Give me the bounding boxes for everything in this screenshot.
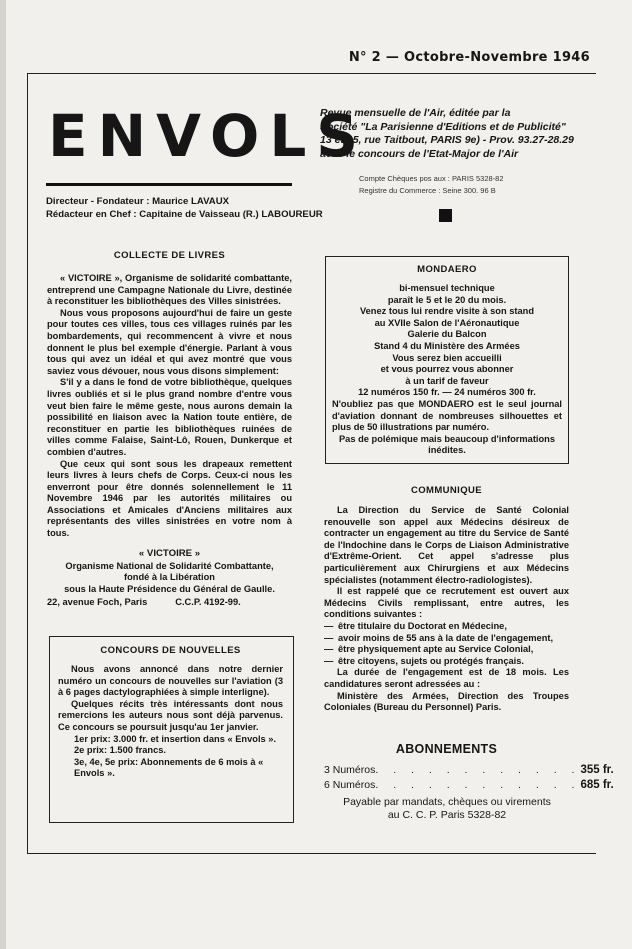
mondaero-line: à un tarif de faveur xyxy=(405,375,489,386)
communique-article xyxy=(324,485,569,714)
mondaero-line: Vous serez bien accueilli xyxy=(392,352,502,363)
envols-logo: ENVOLS xyxy=(48,102,369,170)
condition-text: être citoyens, sujets ou protégés français. xyxy=(338,655,525,666)
collecte-body xyxy=(47,273,292,540)
mondaero-line: Stand 4 du Ministère des Armées xyxy=(374,340,520,351)
abonnement-price: 355 fr. xyxy=(580,764,614,776)
mondaero-line: et vous pourrez vous abonner xyxy=(380,364,514,375)
revue-line: Société "La Parisienne d'Editions et de Publicité" xyxy=(320,120,566,133)
abonnements-title: ABONNEMENTS xyxy=(395,742,498,756)
victoire-line: sous la Haute Présidence du Général de Gaulle. xyxy=(64,583,275,594)
mondaero-line: bi-mensuel technique xyxy=(399,283,495,293)
victoire-title: « VICTOIRE » xyxy=(138,547,201,559)
editor-line: Rédacteur en Chef : Capitaine de Vaisseau (R.) LABOUREUR xyxy=(46,209,323,220)
abonnement-row xyxy=(324,764,614,776)
registre-commerce: Registre du Commerce : Seine 300. 96 B xyxy=(359,186,496,195)
revue-line: 13 et 15, rue Taitbout, PARIS 9e) - Prov. 93.27-28.29 xyxy=(320,134,574,147)
paragraph: S'il y a dans le fond de votre bibliothèque, quelques livres oubliés et si le plus grand nombre d'entre vous veut bien faire le même geste, nous aurons demain la possibilité en liaison avec la Nation toute entière, de reconstituer en partie les bibliothèques ruinées de villes comme Falaise, Saint-Lô, Rouen, Dunkerque et combien d'autres. xyxy=(47,377,292,457)
logo-rule xyxy=(46,183,292,186)
condition-text: être titulaire du Doctorat en Médecine, xyxy=(338,620,507,631)
revue-info xyxy=(320,107,574,161)
mondaero-line: au XVIIe Salon de l'Aéronautique xyxy=(374,317,520,328)
mondaero-last: Pas de polémique mais beaucoup d'informations inédites. xyxy=(338,433,556,456)
condition-item: — être titulaire du Doctorat en Médecine, xyxy=(324,620,507,631)
leader-dots: . . . . . . . . . . . . xyxy=(375,764,581,776)
abonnement-label: 6 Numéros xyxy=(324,779,376,791)
abonnement-price: 685 fr. xyxy=(580,779,614,791)
abonnement-row xyxy=(324,779,614,791)
staff-credits xyxy=(46,195,323,221)
paragraph: La Direction du Service de Santé Colonial renouvelle son appel aux Médecins désireux de contracter un engagement au titre du Service de Santé de l'Indochine dans le Corps de Liaison Administrative d'Extrême-Orient. Cet appel s'adresse plus particulièrement aux Chirurgiens et aux Médecins spécialistes (notamment électro-radiologistes). xyxy=(324,505,569,585)
payable-line: Payable par mandats, chèques ou virements xyxy=(343,796,551,808)
paragraph: « VICTOIRE », Organisme de solidarité combattante, entreprend une Campagne Nationale du Livre, destinée à reconstituer les bibliothèques des Villes sinistrées. xyxy=(47,273,292,307)
leader-dots: . . . . . . . . . . . . xyxy=(375,779,581,791)
prize-item: 2e prix: 1.500 francs. xyxy=(74,745,166,756)
account-info xyxy=(359,173,569,197)
communique-tail xyxy=(324,667,569,713)
abonnement-label: 3 Numéros xyxy=(324,764,376,776)
mondaero-box xyxy=(325,256,569,464)
mondaero-para: N'oubliez pas que MONDAERO est le seul journal d'aviation donnant de nombreuses silhouettes et plus de 50 illustrations par numéro. xyxy=(332,398,562,433)
payable-note xyxy=(322,796,572,822)
communique-title: COMMUNIQUE xyxy=(410,485,483,496)
paragraph: Il est rappelé que ce recrutement est ouvert aux Médecins Civils remplissant, entre autres, les conditions suivantes : xyxy=(324,586,569,620)
concours-body xyxy=(58,664,283,734)
address: 22, avenue Foch, Paris xyxy=(47,597,148,608)
black-square-ornament xyxy=(439,209,452,222)
paragraph: La durée de l'engagement est de 18 mois. Les candidatures seront adressées au : xyxy=(324,667,569,689)
revue-line: Revue mensuelle de l'Air, éditée par la xyxy=(320,107,511,119)
paragraph: Nous avons annoncé dans notre dernier numéro un concours de nouvelles sur l'aviation (3 à 6 pages dactylographiées à simple interligne). xyxy=(58,664,283,698)
mondaero-line: 12 numéros 150 fr. — 24 numéros 300 fr. xyxy=(358,387,536,398)
victoire-line: Organisme National de Solidarité Combattante, xyxy=(65,560,274,571)
mondaero-line: Venez tous lui rendre visite à son stand xyxy=(359,306,535,317)
paragraph: Que ceux qui sont sous les drapeaux remettent leurs livres à leurs chefs de Corps. Ceux-ci nous les enverront pour être donnés solennellement le 11 Novembre 1946 par les autorités militaires ou Associations et Amicales d'Anciens militaires aux représentants des villes sinistrées en votre nom à tous. xyxy=(47,458,292,539)
paragraph: Quelques récits très intéressants dont nous remercions les auteurs nous sont déjà parvenus. Ce concours se poursuit jusqu'au 1er janvier. xyxy=(58,698,283,732)
victoire-address xyxy=(47,597,292,607)
mondaero-line: paraît le 5 et le 20 du mois. xyxy=(387,294,507,305)
condition-item: — avoir moins de 55 ans à la date de l'engagement, xyxy=(324,632,554,643)
mondaero-line: Galerie du Balcon xyxy=(407,329,487,340)
page-edge xyxy=(0,0,6,949)
collecte-article xyxy=(47,250,292,607)
communique-body xyxy=(324,505,569,621)
condition-text: avoir moins de 55 ans à la date de l'engagement, xyxy=(338,632,554,643)
concours-title: CONCOURS DE NOUVELLES xyxy=(100,645,241,656)
paragraph: Nous vous proposons aujourd'hui de faire un geste pour toutes ces villes, tous ces villages ruinés par les bombardements, qui recommencent à vivre et nous donnent le plus bel exemple d'énergie. Parlant à vous tous qui avez un idéal et qui avez montré que vous saviez vous dévouer, nous vous disons simplement: xyxy=(47,307,292,376)
concours-box xyxy=(49,636,294,823)
issue-number: N° 2 — Octobre-Novembre 1946 xyxy=(348,50,590,65)
revue-line: avec le concours de l'Etat-Major de l'Air xyxy=(320,147,519,160)
collecte-title: COLLECTE DE LIVRES xyxy=(113,250,226,261)
payable-line: au C. C. P. Paris 5328-82 xyxy=(387,809,507,821)
condition-item: — être citoyens, sujets ou protégés français. xyxy=(324,655,525,666)
victoire-line: fondé à la Libération xyxy=(124,572,215,583)
mondaero-title: MONDAERO xyxy=(417,264,477,275)
paragraph: Ministère des Armées, Direction des Troupes Coloniales (Bureau du Personnel) Paris. xyxy=(324,690,569,713)
condition-item: — être physiquement apte au Service Colonial, xyxy=(324,644,534,655)
director-line: Directeur - Fondateur : Maurice LAVAUX xyxy=(46,196,230,207)
prize-item: 3e, 4e, 5e prix: Abonnements de 6 mois à « Envols ». xyxy=(74,756,264,779)
compte-cheques: Compte Chèques pos aux : PARIS 5328-82 xyxy=(359,174,504,183)
prize-item: 1er prix: 3.000 fr. et insertion dans « Envols ». xyxy=(74,733,277,744)
condition-text: être physiquement apte au Service Colonial, xyxy=(338,644,534,655)
ccp-number: C.C.P. 4192-99. xyxy=(175,597,241,608)
